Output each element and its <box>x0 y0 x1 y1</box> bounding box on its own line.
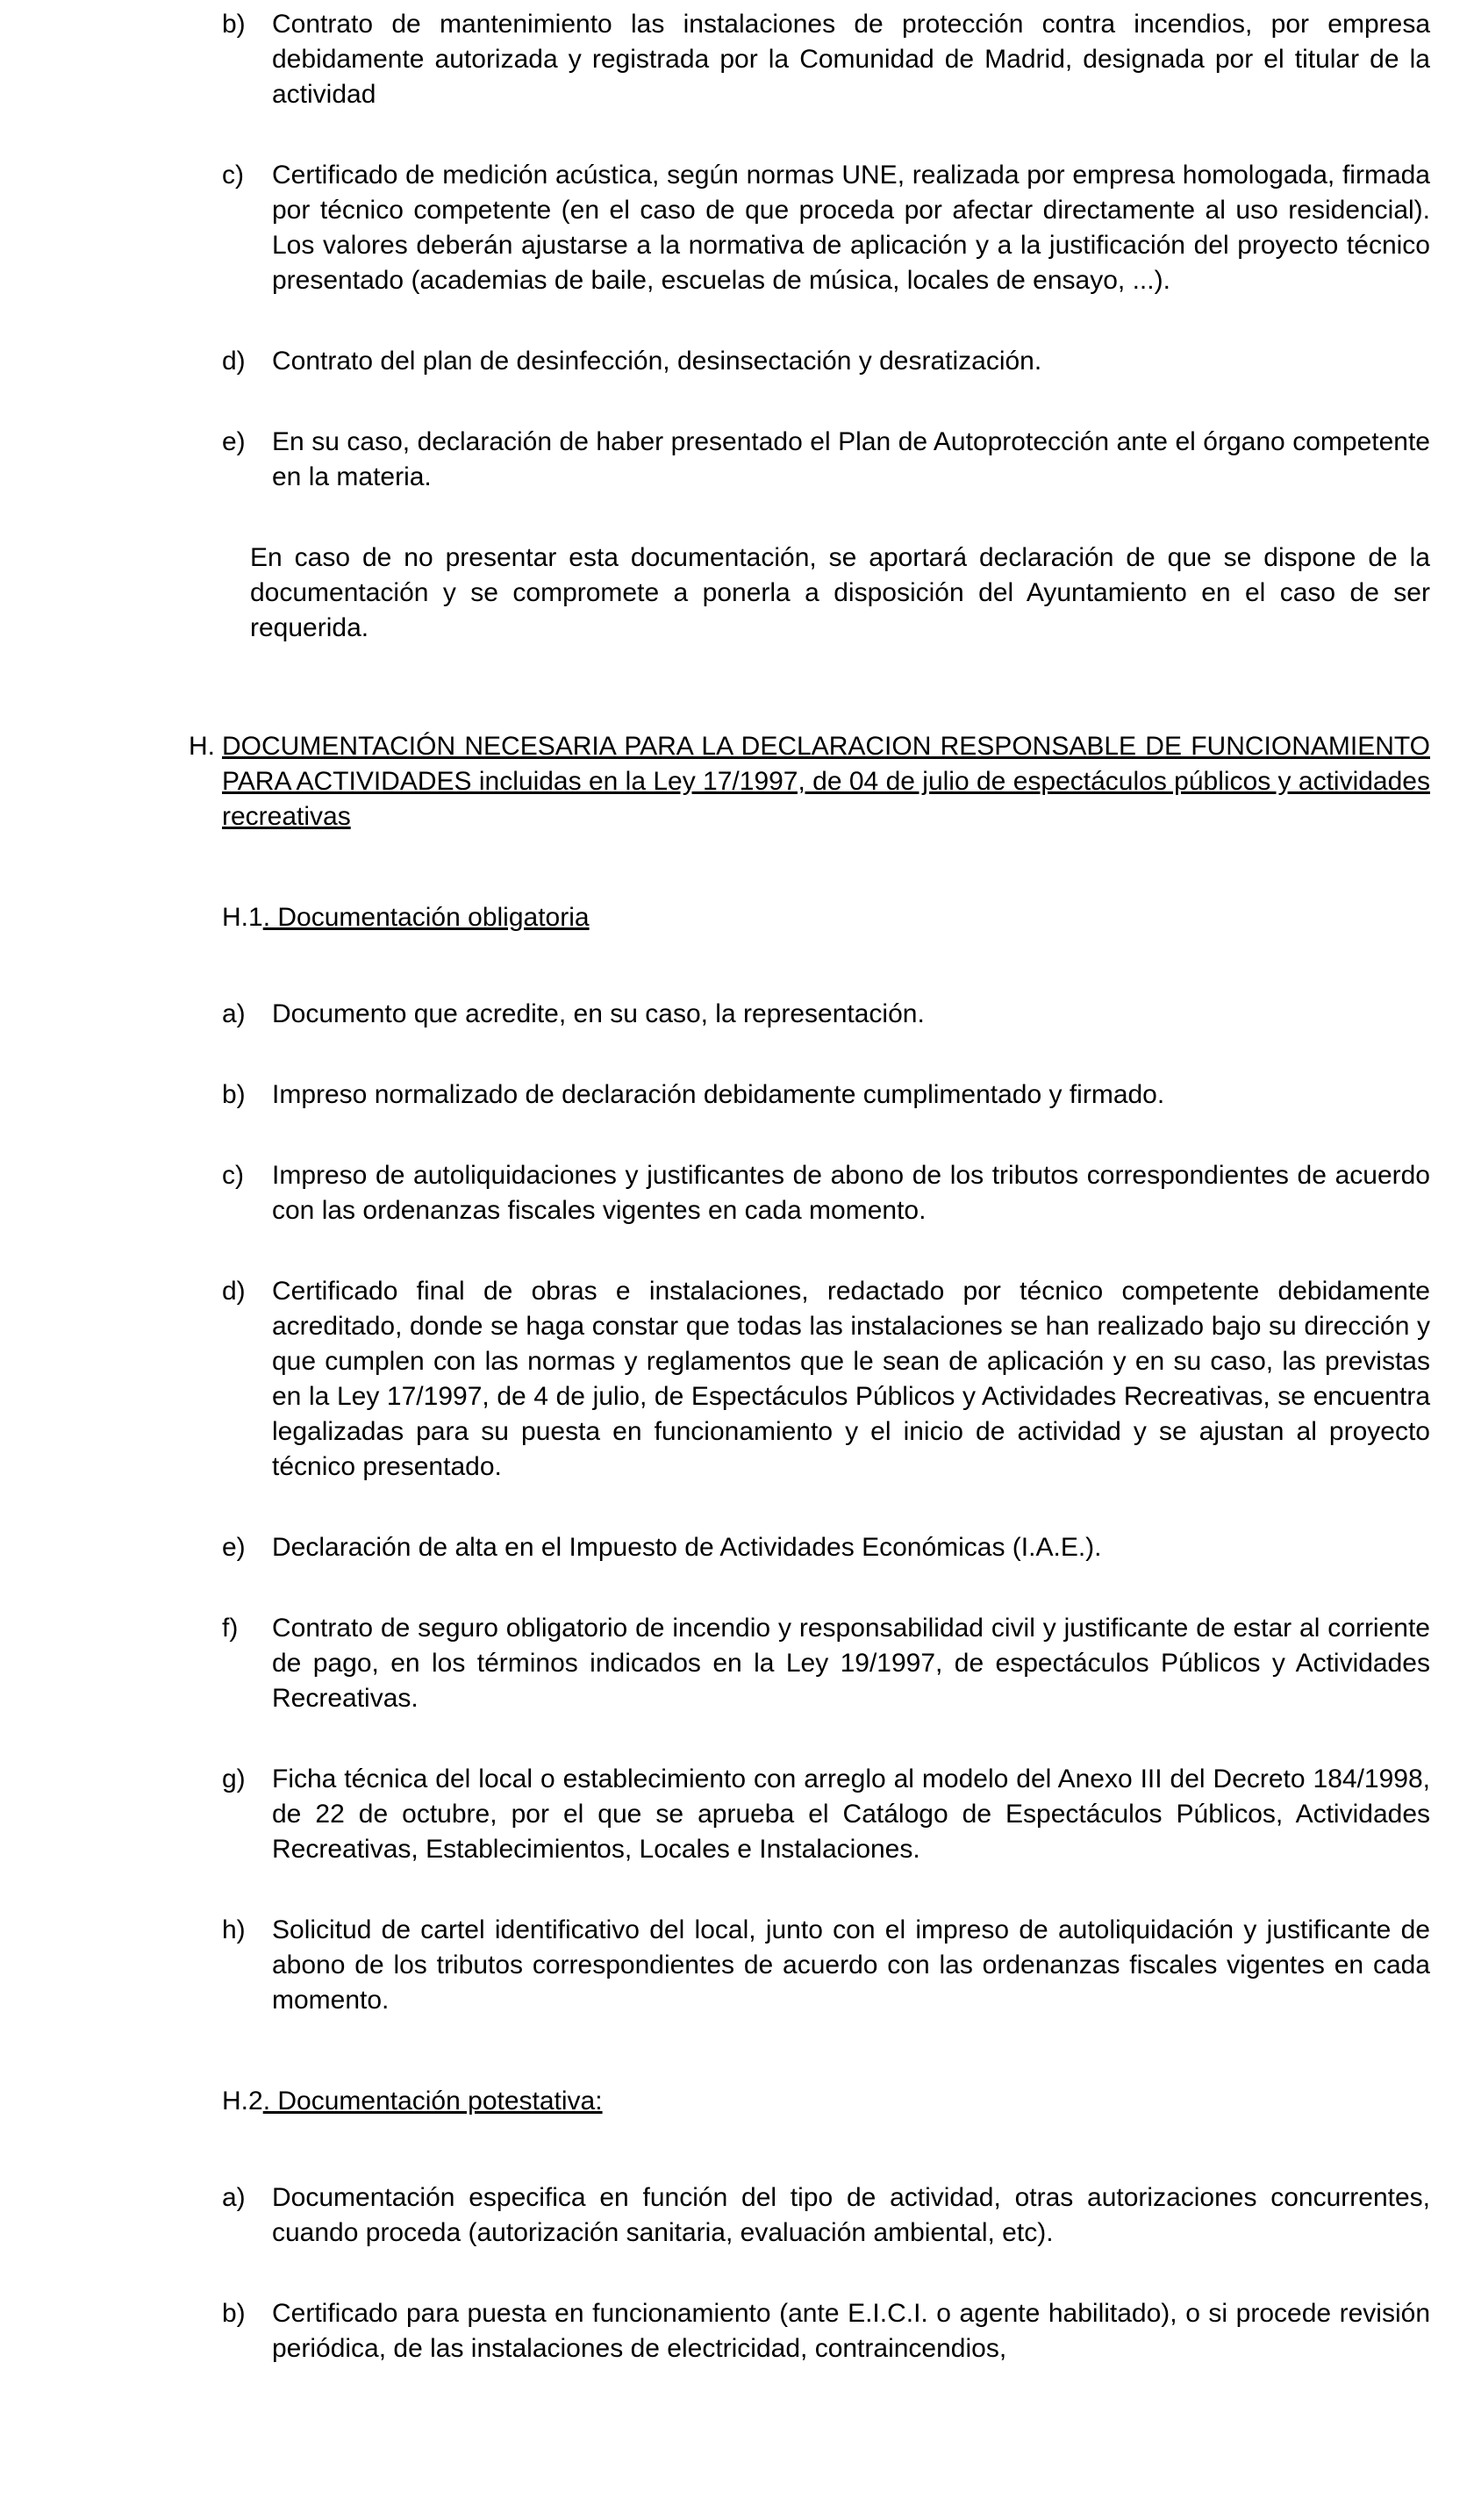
list-item-text: Documento que acredite, en su caso, la representación. <box>272 999 925 1028</box>
list-item-letter: a) <box>222 999 246 1028</box>
section-letter: H. <box>189 732 215 761</box>
list-item-letter: c) <box>222 161 244 190</box>
section-title: DOCUMENTACIÓN NECESARIA PARA LA DECLARACION RESPONSABLE DE FUNCIONAMIENTO PARA ACTIVIDADES incluidas en la Ley 17/1997, de 04 de julio de espectáculos públicos y actividades recreativas <box>222 732 1430 831</box>
list-item-letter: b) <box>222 2299 246 2328</box>
list-item <box>222 997 1430 1032</box>
list-item <box>222 7 1430 112</box>
list-item-text: Solicitud de cartel identificativo del local, junto con el impreso de autoliquidación y justificante de abono de los tributos correspondientes de acuerdo con las ordenanzas fiscales vigentes en cada momento. <box>272 1915 1430 2015</box>
list-item-letter: b) <box>222 10 246 39</box>
list-item <box>222 1077 1430 1113</box>
subsection-title: . Documentación obligatoria <box>262 903 590 932</box>
subsection-prefix: H.2 <box>222 2087 263 2116</box>
list-item-letter: f) <box>222 1614 239 1643</box>
list-item <box>222 344 1430 379</box>
list-item <box>222 1158 1430 1228</box>
list-item <box>222 1913 1430 2018</box>
list-item <box>222 158 1430 298</box>
list-item-letter: d) <box>222 1277 246 1306</box>
note-paragraph: En caso de no presentar esta documentación, se aportará declaración de que se dispone de la documentación y se compromete a ponerla a disposición del Ayuntamiento en el caso de ser requerida. <box>250 543 1430 642</box>
list-item <box>222 1611 1430 1716</box>
subsection-heading-h2 <box>222 2084 1430 2119</box>
list-item-text: Contrato del plan de desinfección, desinsectación y desratización. <box>272 347 1042 376</box>
list-item-letter: a) <box>222 2183 246 2212</box>
list-item-letter: e) <box>222 1533 246 1562</box>
list-item-text: Ficha técnica del local o establecimiento con arreglo al modelo del Anexo III del Decreto 184/1998, de 22 de octubre, por el que se aprueba el Catálogo de Espectáculos Públicos, Actividades Recreativas, Establecimientos, Locales e Instalaciones. <box>272 1765 1430 1864</box>
list-item-text: Certificado de medición acústica, según normas UNE, realizada por empresa homologada, firmada por técnico competente (en el caso de que proceda por afectar directamente al uso residencial). Los valores deberán ajustarse a la normativa de aplicación y a la justificación del proyecto técnico presentado (academias de baile, escuelas de música, locales de ensayo, ...). <box>272 161 1430 295</box>
list-item <box>222 1762 1430 1867</box>
list-item <box>222 2296 1430 2366</box>
list-item <box>222 2180 1430 2251</box>
list-item-text: En su caso, declaración de haber presentado el Plan de Autoprotección ante el órgano competente en la materia. <box>272 427 1430 491</box>
list-item-letter: h) <box>222 1915 246 1944</box>
list-item-letter: b) <box>222 1080 246 1109</box>
list-item-letter: e) <box>222 427 246 456</box>
list-item <box>222 1274 1430 1485</box>
list-item-text: Documentación especifica en función del tipo de actividad, otras autorizaciones concurrentes, cuando proceda (autorización sanitaria, evaluación ambiental, etc). <box>272 2183 1430 2247</box>
subsection-heading-h1 <box>222 900 1430 935</box>
list-item-text: Impreso de autoliquidaciones y justificantes de abono de los tributos correspondientes de acuerdo con las ordenanzas fiscales vigentes en cada momento. <box>272 1161 1430 1225</box>
list-item-text: Certificado final de obras e instalaciones, redactado por técnico competente debidamente acreditado, donde se haga constar que todas las instalaciones se han realizado bajo su dirección y que cumplen con las normas y reglamentos que le sean de aplicación y en su caso, las previstas en la Ley 17/1997, de 4 de julio, de Espectáculos Públicos y Actividades Recreativas, se encuentra legalizadas para su puesta en funcionamiento y el inicio de actividad y se ajustan al proyecto técnico presentado. <box>272 1277 1430 1481</box>
section-heading-h <box>189 729 1430 834</box>
list-item-text: Impreso normalizado de declaración debidamente cumplimentado y firmado. <box>272 1080 1165 1109</box>
list-item-text: Contrato de seguro obligatorio de incendio y responsabilidad civil y justificante de estar al corriente de pago, en los términos indicados en la Ley 19/1997, de espectáculos Públicos y Actividades Recreativas. <box>272 1614 1430 1713</box>
list-item-text: Certificado para puesta en funcionamiento (ante E.I.C.I. o agente habilitado), o si procede revisión periódica, de las instalaciones de electricidad, contraincendios, <box>272 2299 1430 2363</box>
list-item-letter: c) <box>222 1161 244 1190</box>
list-item-letter: g) <box>222 1765 246 1793</box>
list-item <box>222 425 1430 495</box>
list-item-text: Contrato de mantenimiento las instalaciones de protección contra incendios, por empresa debidamente autorizada y registrada por la Comunidad de Madrid, designada por el titular de la actividad <box>272 10 1430 109</box>
subsection-prefix: H.1 <box>222 903 263 932</box>
subsection-title: . Documentación potestativa: <box>262 2087 603 2116</box>
list-item-text: Declaración de alta en el Impuesto de Actividades Económicas (I.A.E.). <box>272 1533 1102 1562</box>
list-item-letter: d) <box>222 347 246 376</box>
list-item <box>222 1530 1430 1565</box>
